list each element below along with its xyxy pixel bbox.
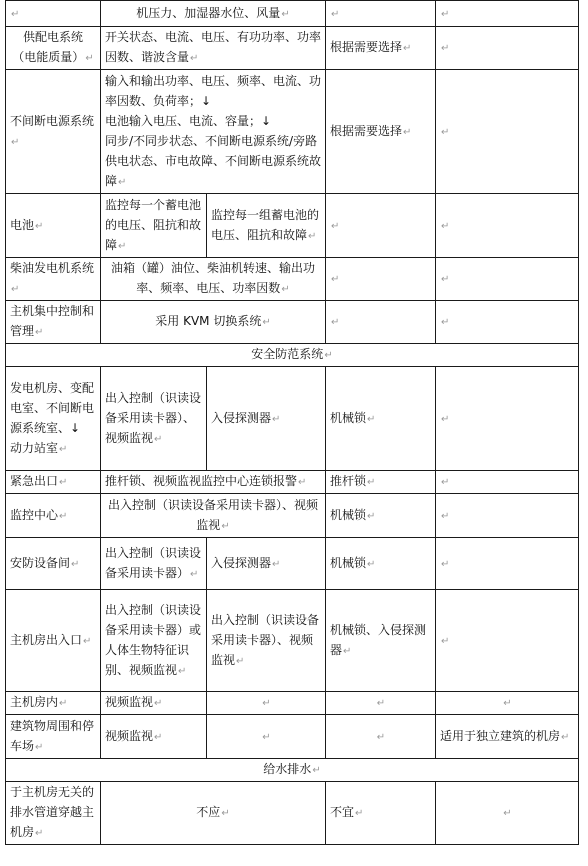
paragraph-mark-icon: ↵ — [343, 645, 352, 657]
table-cell — [6, 692, 101, 715]
paragraph-mark-icon: ↵ — [154, 698, 163, 709]
table-cell — [326, 367, 436, 471]
cell-text: 电池 — [10, 217, 35, 232]
paragraph-mark-icon: ↵ — [441, 220, 450, 232]
paragraph-mark-icon: ↵ — [59, 698, 68, 709]
cell-text: 推杆锁、视频监视监控中心连锁报警 — [105, 474, 298, 488]
paragraph-mark-icon: ↵ — [441, 274, 450, 285]
paragraph-mark-icon: ↵ — [281, 284, 290, 295]
table-cell — [326, 538, 436, 590]
cell-text: 出入控制（识读设备采用读卡器）、视频监视 — [107, 497, 318, 532]
table-cell — [6, 367, 101, 471]
table-cell — [101, 590, 207, 692]
table-cell — [436, 692, 579, 715]
paragraph-mark-icon: ↵ — [35, 220, 44, 232]
cell-text: 紧急出口 — [10, 474, 59, 488]
paragraph-mark-icon: ↵ — [441, 126, 450, 138]
paragraph-mark-icon: ↵ — [324, 350, 333, 361]
table-cell — [207, 367, 326, 471]
cell-text: 不应 — [196, 805, 221, 819]
paragraph-mark-icon: ↵ — [376, 698, 386, 709]
paragraph-mark-icon: ↵ — [331, 8, 340, 20]
table-cell — [101, 538, 207, 590]
paragraph-mark-icon: ↵ — [441, 413, 450, 425]
table-cell — [436, 301, 579, 344]
paragraph-mark-icon: ↵ — [71, 558, 80, 570]
cell-text: 输入和输出功率、电压、频率、电流、功率因数、负荷率；↓ 电池输入电压、电流、容量；↓ 同步/不同步状态、不间断电源系统/旁路供电状态、市电故障、不间断电源系统故障 — [105, 73, 322, 188]
cell-text: 安全防范系统 — [251, 347, 324, 361]
paragraph-mark-icon: ↵ — [403, 43, 412, 54]
table-cell — [326, 301, 436, 344]
table-cell — [6, 301, 101, 344]
table-cell — [326, 471, 436, 494]
table-cell — [6, 194, 101, 258]
table-cell — [207, 194, 326, 258]
paragraph-mark-icon: ↵ — [331, 317, 340, 328]
table-row — [6, 782, 579, 845]
paragraph-mark-icon: ↵ — [331, 220, 340, 232]
paragraph-mark-icon: ↵ — [154, 433, 163, 445]
paragraph-mark-icon: ↵ — [154, 731, 163, 743]
table-cell — [6, 471, 101, 494]
table-cell — [326, 194, 436, 258]
paragraph-mark-icon: ↵ — [355, 808, 364, 819]
paragraph-mark-icon: ↵ — [367, 413, 376, 425]
table-cell — [436, 494, 579, 538]
paragraph-mark-icon: ↵ — [35, 741, 44, 753]
table-cell — [436, 258, 579, 301]
table-cell — [436, 27, 579, 70]
table-row — [6, 692, 579, 715]
table-cell — [101, 692, 207, 715]
cell-text: 采用 KVM 切换系统 — [155, 314, 262, 328]
paragraph-mark-icon: ↵ — [59, 443, 68, 455]
cell-text: 出入控制（识读设备采用读卡器）或人体生物特征识别、视频监视 — [105, 602, 202, 677]
table-row — [6, 301, 579, 344]
table-row — [6, 1, 579, 27]
table-cell — [101, 494, 326, 538]
table-cell — [101, 301, 326, 344]
paragraph-mark-icon: ↵ — [441, 510, 450, 522]
cell-text: 机械锁 — [330, 555, 367, 570]
paragraph-mark-icon: ↵ — [236, 655, 245, 667]
table-cell — [436, 538, 579, 590]
cell-text: 推杆锁 — [330, 474, 367, 488]
cell-text: 于主机房无关的排水管道穿越主机房 — [10, 785, 95, 839]
table-cell — [436, 1, 579, 27]
cell-text: 柴油发电机系统 — [10, 261, 95, 275]
table-cell — [101, 715, 207, 759]
table-cell — [6, 759, 579, 782]
table-row — [6, 194, 579, 258]
table-row — [6, 590, 579, 692]
cell-text: 入侵探测器 — [211, 410, 272, 425]
cell-text: 机械锁、入侵探测器 — [330, 622, 427, 657]
table-row — [6, 538, 579, 590]
paragraph-mark-icon: ↵ — [441, 635, 450, 647]
paragraph-mark-icon: ↵ — [85, 53, 94, 64]
paragraph-mark-icon: ↵ — [503, 808, 512, 819]
table-cell — [101, 258, 326, 301]
paragraph-mark-icon: ↵ — [441, 8, 450, 20]
table-cell — [101, 1, 326, 27]
table-cell — [6, 27, 101, 70]
table-cell — [6, 715, 101, 759]
cell-text: 发电机房、变配电室、不间断电源系统室、↓ 动力站室 — [10, 380, 95, 455]
table-row — [6, 759, 579, 782]
table-cell — [326, 258, 436, 301]
table-cell — [101, 782, 326, 845]
table-cell — [436, 782, 579, 845]
table-cell — [6, 590, 101, 692]
paragraph-mark-icon: ↵ — [59, 510, 68, 522]
paragraph-mark-icon: ↵ — [35, 327, 44, 338]
paragraph-mark-icon: ↵ — [83, 635, 92, 647]
table-row — [6, 27, 579, 70]
table-cell — [326, 27, 436, 70]
paragraph-mark-icon: ↵ — [298, 477, 307, 488]
paragraph-mark-icon: ↵ — [11, 136, 20, 148]
paragraph-mark-icon: ↵ — [118, 176, 127, 188]
cell-text: 不宜 — [330, 805, 355, 819]
table-cell — [207, 715, 326, 759]
table-cell — [207, 538, 326, 590]
cell-text: 出入控制（识读设备采用读卡器）、视频监视 — [211, 612, 320, 667]
cell-text: 安防设备间 — [10, 555, 71, 570]
paragraph-mark-icon: ↵ — [262, 698, 271, 709]
cell-text: 监控每一组蓄电池的电压、阻抗和故障 — [211, 207, 320, 242]
paragraph-mark-icon: ↵ — [262, 731, 271, 743]
table-row — [6, 344, 579, 367]
paragraph-mark-icon: ↵ — [118, 240, 127, 252]
table-cell — [326, 1, 436, 27]
table-cell — [6, 258, 101, 301]
cell-text: 不间断电源系统 — [10, 113, 95, 128]
table-cell — [6, 538, 101, 590]
table-cell — [326, 692, 436, 715]
paragraph-mark-icon: ↵ — [441, 558, 450, 570]
paragraph-mark-icon: ↵ — [11, 8, 20, 20]
table-row — [6, 715, 579, 759]
cell-text: 视频监视 — [105, 695, 154, 709]
cell-text: 根据需要选择 — [330, 40, 403, 54]
table-cell — [436, 715, 579, 759]
paragraph-mark-icon: ↵ — [35, 828, 44, 839]
table-cell — [6, 1, 101, 27]
table-cell — [436, 471, 579, 494]
table-cell — [436, 367, 579, 471]
paragraph-mark-icon: ↵ — [308, 230, 317, 242]
paragraph-mark-icon: ↵ — [190, 568, 199, 580]
cell-text: 油箱（罐）油位、柴油机转速、输出功率、频率、电压、功率因数 — [110, 261, 315, 295]
table-cell — [207, 692, 326, 715]
cell-text: 主机房内 — [10, 695, 59, 709]
paragraph-mark-icon: ↵ — [312, 765, 321, 776]
paragraph-mark-icon: ↵ — [221, 520, 230, 532]
paragraph-mark-icon: ↵ — [367, 477, 376, 488]
paragraph-mark-icon: ↵ — [272, 413, 281, 425]
paragraph-mark-icon: ↵ — [11, 284, 20, 295]
table-cell — [326, 70, 436, 194]
paragraph-mark-icon: ↵ — [376, 731, 386, 743]
table-cell — [436, 590, 579, 692]
requirements-table — [5, 0, 579, 845]
cell-text: 根据需要选择 — [330, 123, 403, 138]
cell-text: 开关状态、电流、电压、有功功率、功率因数、谐波含量 — [105, 30, 322, 64]
paragraph-mark-icon: ↵ — [190, 53, 199, 64]
cell-text: 监控中心 — [10, 507, 59, 522]
paragraph-mark-icon: ↵ — [281, 8, 290, 20]
table-row — [6, 471, 579, 494]
cell-text: 建筑物周围和停车场 — [10, 718, 95, 753]
cell-text: 监控每一个蓄电池的电压、阻抗和故障 — [105, 197, 202, 252]
paragraph-mark-icon: ↵ — [262, 317, 271, 328]
cell-text: 机压力、加湿器水位、风量 — [136, 5, 281, 20]
paragraph-mark-icon: ↵ — [59, 477, 68, 488]
paragraph-mark-icon: ↵ — [503, 698, 512, 709]
table-cell — [101, 70, 326, 194]
cell-text: 出入控制（识读设备采用读卡器） — [105, 545, 202, 580]
cell-text: 机械锁 — [330, 410, 367, 425]
table-cell — [326, 590, 436, 692]
paragraph-mark-icon: ↵ — [441, 477, 450, 488]
paragraph-mark-icon: ↵ — [367, 558, 376, 570]
table-cell — [326, 782, 436, 845]
table-cell — [436, 194, 579, 258]
table-row — [6, 367, 579, 471]
paragraph-mark-icon: ↵ — [441, 43, 450, 54]
paragraph-mark-icon: ↵ — [441, 317, 450, 328]
table-cell — [6, 70, 101, 194]
cell-text: 供配电系统 （电能质量） — [12, 30, 85, 64]
table-cell — [436, 70, 579, 194]
cell-text: 主机房出入口 — [10, 632, 83, 647]
cell-text: 入侵探测器 — [211, 555, 272, 570]
cell-text: 主机集中控制和管理 — [10, 304, 95, 338]
table-cell — [6, 494, 101, 538]
table-cell — [6, 344, 579, 367]
cell-text: 给水排水 — [263, 762, 312, 776]
paragraph-mark-icon: ↵ — [272, 558, 281, 570]
paragraph-mark-icon: ↵ — [178, 665, 187, 677]
paragraph-mark-icon: ↵ — [561, 731, 570, 743]
table-cell — [101, 194, 207, 258]
table-cell — [6, 782, 101, 845]
table-cell — [101, 367, 207, 471]
table-row — [6, 258, 579, 301]
cell-text: 视频监视 — [105, 728, 154, 743]
table-row — [6, 70, 579, 194]
table-cell — [326, 494, 436, 538]
table-cell — [101, 471, 326, 494]
table-cell — [326, 715, 436, 759]
table-cell — [207, 590, 326, 692]
table-row — [6, 494, 579, 538]
paragraph-mark-icon: ↵ — [221, 808, 230, 819]
cell-text: 适用于独立建筑的机房 — [440, 728, 561, 743]
table-cell — [101, 27, 326, 70]
cell-text: 机械锁 — [330, 507, 367, 522]
cell-text: 出入控制（识读设备采用读卡器）、视频监视 — [105, 390, 202, 445]
paragraph-mark-icon: ↵ — [367, 510, 376, 522]
paragraph-mark-icon: ↵ — [331, 274, 340, 285]
paragraph-mark-icon: ↵ — [403, 126, 412, 138]
